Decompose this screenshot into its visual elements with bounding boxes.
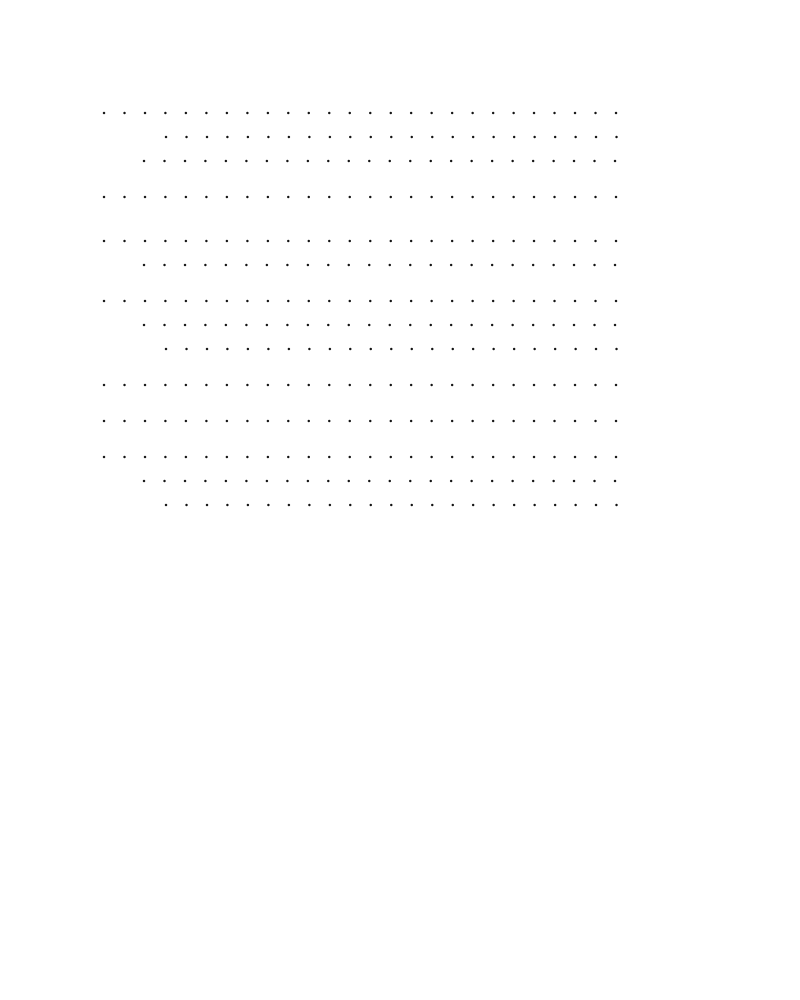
leader-dots (135, 144, 631, 168)
leader-dots (157, 120, 631, 144)
leader-dots (95, 404, 631, 428)
leader-dots (157, 332, 631, 356)
toc-entry-summary[interactable] (95, 180, 667, 204)
toc-entry-question[interactable] (95, 120, 667, 144)
leader-dots (135, 248, 631, 272)
leader-dots (95, 284, 631, 308)
leader-dots (95, 96, 631, 120)
toc-entry-alt-program[interactable] (95, 440, 667, 464)
toc-entry-alt-program-1[interactable] (95, 488, 667, 512)
leader-dots (95, 224, 631, 248)
toc-entry-intensity-levels[interactable] (95, 308, 667, 332)
toc-entry-moving-forward[interactable] (95, 224, 667, 248)
toc-entry-goal[interactable] (95, 144, 667, 168)
toc-entry-what-to-do[interactable] (95, 464, 667, 488)
leader-dots (95, 368, 631, 392)
table-of-contents (95, 84, 667, 512)
leader-dots (135, 308, 631, 332)
leader-dots (95, 180, 631, 204)
toc-entry-basic-program[interactable] (95, 404, 667, 428)
toc-entry-end-of-five-weeks[interactable] (95, 96, 667, 120)
leader-dots (95, 440, 631, 464)
leader-dots (157, 488, 631, 512)
toc-entry-not-required[interactable] (95, 332, 667, 356)
toc-entry-intensity-increase[interactable] (95, 368, 667, 392)
toc-entry-advanced-exercises[interactable] (95, 284, 667, 308)
leader-dots (135, 464, 631, 488)
toc-entry-advanced-tips[interactable] (95, 248, 667, 272)
